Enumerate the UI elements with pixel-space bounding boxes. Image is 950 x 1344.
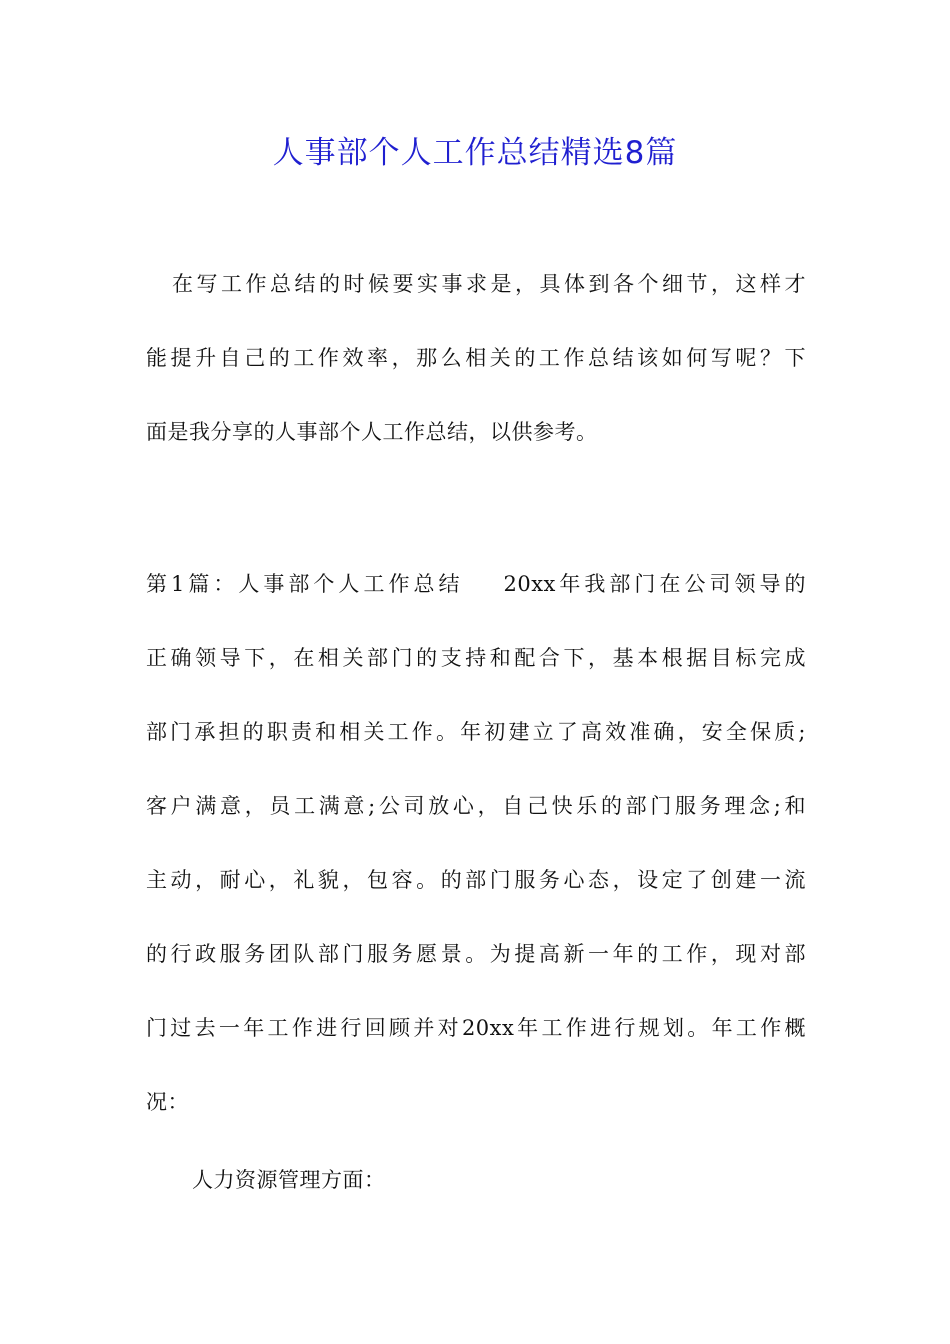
body-line: 客户满意，员工满意;公司放心，自己快乐的部门服务理念;和: [146, 794, 806, 818]
section-1-first-line-text: 20xx年我部门在公司领导的: [503, 572, 806, 596]
document-title: 人事部个人工作总结精选8篇: [272, 135, 678, 171]
body-line: 正确领导下，在相关部门的支持和配合下，基本根据目标完成: [146, 646, 806, 670]
body-line: 门过去一年工作进行回顾并对20xx年工作进行规划。年工作概: [146, 1016, 806, 1040]
body-line: 主动，耐心，礼貌，包容。的部门服务心态，设定了创建一流: [146, 868, 806, 892]
body-line: 的行政服务团队部门服务愿景。为提高新一年的工作，现对部: [146, 942, 806, 966]
intro-line-1: 在写工作总结的时候要实事求是，具体到各个细节，这样才: [172, 272, 806, 296]
body-line: 部门承担的职责和相关工作。年初建立了高效准确，安全保质;: [146, 720, 806, 744]
intro-line-2: 能提升自己的工作效率，那么相关的工作总结该如何写呢？下: [146, 346, 806, 370]
section-1-heading: 第1篇：人事部个人工作总结: [146, 572, 464, 596]
intro-line-3: 面是我分享的人事部个人工作总结，以供参考。: [146, 420, 598, 444]
body-line: 况：: [146, 1090, 189, 1114]
subheading-hr-management: 人力资源管理方面：: [192, 1168, 386, 1192]
section-1-first-line: [146, 566, 806, 602]
